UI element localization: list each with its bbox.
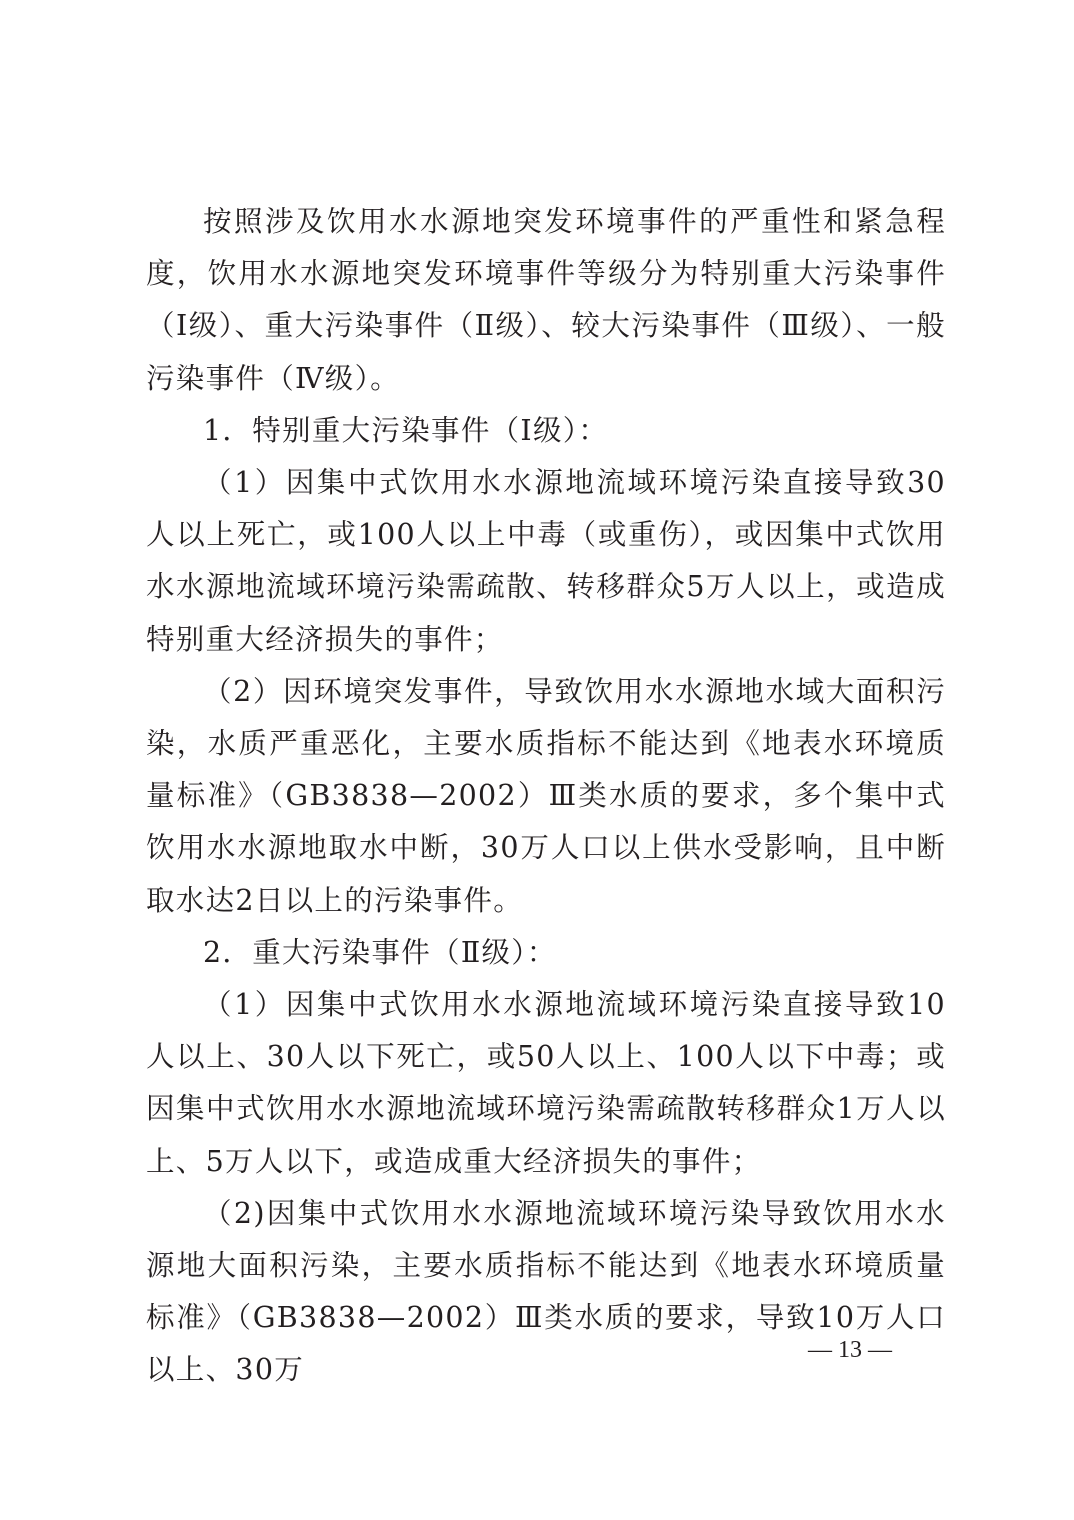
intro-paragraph: 按照涉及饮用水水源地突发环境事件的严重性和紧急程度，饮用水水源地突发环境事件等级分为特别重大污染事件（Ⅰ级）、重大污染事件（Ⅱ级）、较大污染事件（Ⅲ级）、一般污染事件（Ⅳ级）。	[146, 205, 946, 395]
level-2-item-1: （1）因集中式饮用水水源地流域环境污染直接导致10人以上、30人以下死亡，或50人以上、100人以下中毒；或因集中式饮用水水源地流域环境污染需疏散转移群众1万人以上、5万人以下，或造成重大经济损失的事件；	[146, 988, 946, 1178]
level-1-item-1: （1）因集中式饮用水水源地流域环境污染直接导致30人以上死亡，或100人以上中毒（或重伤），或因集中式饮用水水源地流域环境污染需疏散、转移群众5万人以上，或造成特别重大经济损失的事件；	[146, 466, 946, 656]
level-2-item-2: （2)因集中式饮用水水源地流域环境污染导致饮用水水源地大面积污染，主要水质指标不能达到《地表水环境质量标准》（GB3838—2002）Ⅲ类水质的要求，导致10万人口以上、30万	[146, 1196, 946, 1387]
document-body	[146, 196, 946, 1397]
level-1-heading: 1．特别重大污染事件（Ⅰ级）：	[203, 413, 609, 447]
page-number: — 13 —	[808, 1337, 892, 1363]
level-2-heading: 2．重大污染事件（Ⅱ级）：	[203, 935, 557, 969]
level-1-item-2: （2）因环境突发事件，导致饮用水水源地水域大面积污染，水质严重恶化，主要水质指标不能达到《地表水环境质量标准》（GB3838—2002）Ⅲ类水质的要求，多个集中式饮用水水源地取水中断，30万人口以上供水受影响，且中断取水达2日以上的污染事件。	[146, 674, 946, 917]
